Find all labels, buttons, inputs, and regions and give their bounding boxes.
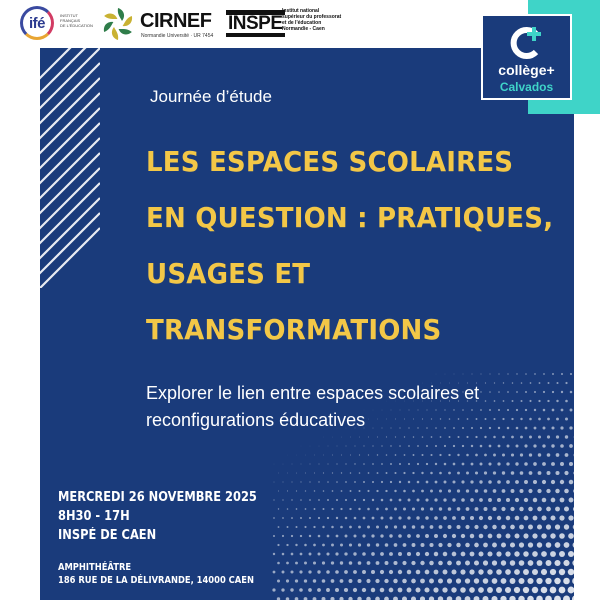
- event-subtitle: Explorer le lien entre espaces scolaires et reconfigurations éducatives: [146, 383, 480, 430]
- inspe-description-line: supérieur du professorat: [282, 14, 342, 20]
- event-time: 8H30 - 17H: [58, 509, 130, 524]
- event-date: MERCREDI 26 NOVEMBRE 2025: [58, 490, 257, 505]
- event-title-line: EN QUESTION : PRATIQUES,: [146, 201, 554, 234]
- event-title-line: USAGES ET: [146, 257, 311, 290]
- ife-logo: [20, 6, 100, 42]
- college-plus-emblem-icon: [510, 25, 546, 61]
- cirnef-emblem-icon: [100, 6, 136, 42]
- cirnef-subtitle: Normandie Université · UR 7454: [141, 33, 214, 39]
- inspe-description-line: et de l'éducation: [282, 20, 322, 26]
- ife-subtitle-line: DE L'ÉDUCATION: [60, 23, 93, 28]
- ife-emblem: [20, 6, 54, 40]
- inspe-name: INSPÉ: [226, 10, 285, 37]
- inspe-description-line: Normandie - Caen: [282, 26, 325, 32]
- event-room: AMPHITHÉÂTRE: [58, 562, 132, 573]
- inspe-description-line: Institut national: [282, 8, 320, 14]
- ife-subtitle-line: FRANÇAIS: [60, 18, 81, 23]
- inspe-description: [282, 8, 366, 32]
- event-title-line: TRANSFORMATIONS: [146, 313, 442, 346]
- event-address: 186 RUE DE LA DÉLIVRANDE, 14000 CAEN: [58, 575, 254, 586]
- ife-name: ifé: [28, 14, 45, 32]
- event-title-line: LES ESPACES SCOLAIRES: [146, 145, 514, 178]
- ife-subtitle-line: INSTITUT: [60, 13, 78, 18]
- cirnef-name: CIRNEF: [140, 10, 212, 32]
- inspe-logo: [226, 6, 366, 42]
- cirnef-logo: [100, 6, 214, 42]
- event-kicker: Journée d’étude: [150, 87, 272, 106]
- college-plus-subtitle: Calvados: [499, 80, 554, 94]
- college-plus-name: collège+: [498, 62, 555, 78]
- college-plus-logo: [481, 14, 572, 100]
- diagonal-stripes-decoration: [40, 48, 100, 288]
- event-place: INSPÉ DE CAEN: [58, 528, 157, 543]
- ife-subtitle: [60, 13, 100, 28]
